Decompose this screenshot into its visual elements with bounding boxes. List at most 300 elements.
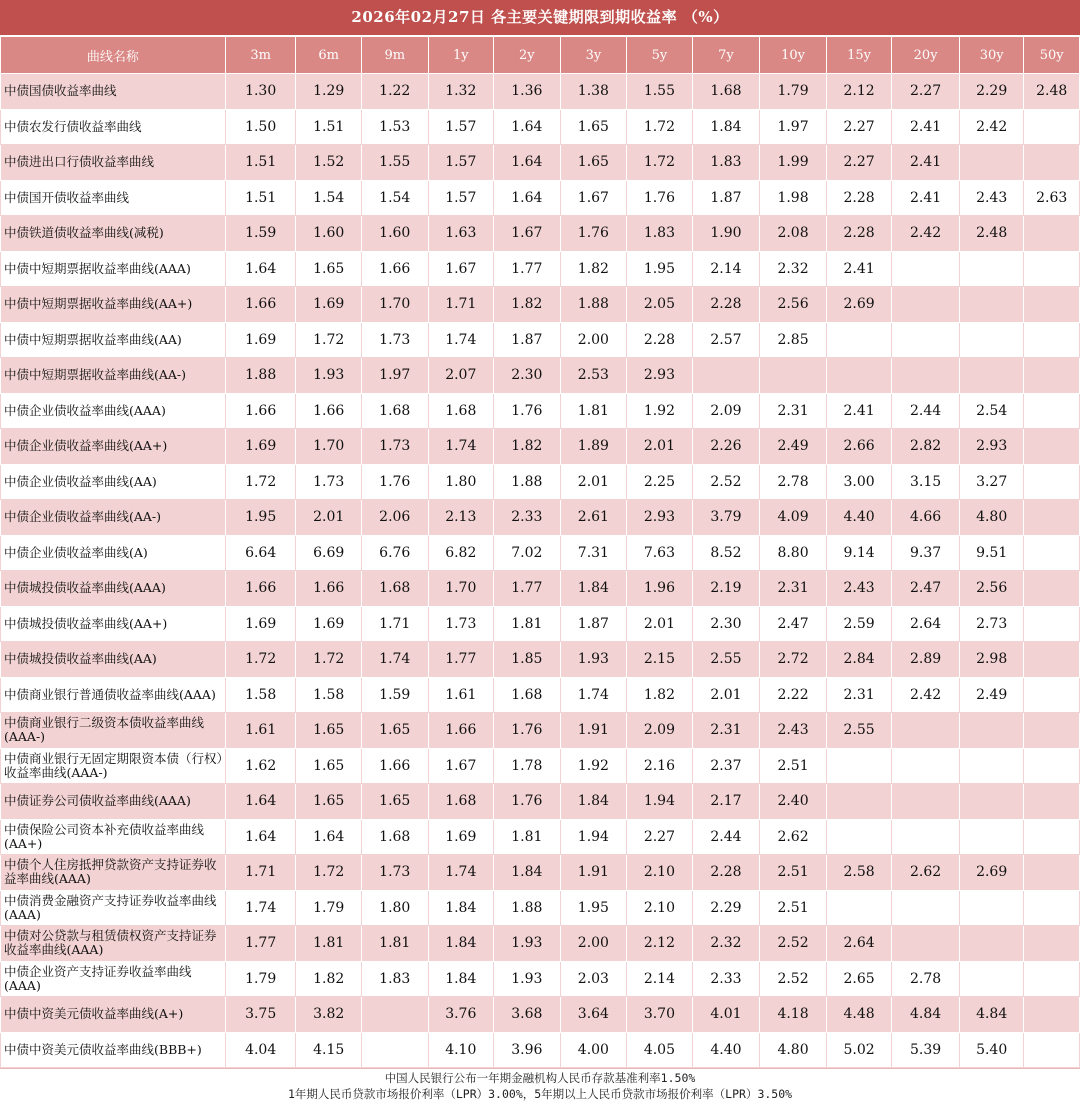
yield-cell-50y — [1024, 606, 1080, 642]
yield-cell-9m — [361, 997, 428, 1033]
yield-cell-6m: 2.01 — [296, 500, 362, 536]
yield-cell-50y — [1024, 500, 1080, 536]
yield-cell-20y: 2.47 — [892, 571, 960, 607]
yield-cell-5y: 1.72 — [627, 145, 693, 181]
yield-cell-10y: 8.80 — [760, 535, 827, 571]
yield-cell-30y — [959, 713, 1024, 749]
yield-cell-10y: 2.22 — [760, 677, 827, 713]
yield-cell-2y: 3.96 — [494, 1032, 561, 1068]
yield-cell-9m: 1.66 — [361, 251, 428, 287]
yield-cell-3y: 2.01 — [560, 464, 627, 500]
yield-cell-2y: 1.85 — [494, 642, 561, 678]
yield-cell-10y: 2.62 — [760, 819, 827, 855]
yield-cell-20y — [892, 926, 960, 962]
yield-cell-9m: 1.73 — [361, 855, 428, 891]
yield-cell-3y: 3.64 — [560, 997, 627, 1033]
yield-cell-15y: 2.28 — [826, 216, 892, 252]
yield-cell-10y: 2.47 — [760, 606, 827, 642]
yield-cell-3m: 1.66 — [225, 287, 296, 323]
table-row — [1, 997, 1080, 1033]
yield-cell-5y: 2.10 — [627, 855, 693, 891]
yield-cell-50y — [1024, 748, 1080, 784]
yield-cell-2y: 1.67 — [494, 216, 561, 252]
yield-cell-20y — [892, 251, 960, 287]
column-header-20y: 20y — [892, 37, 960, 74]
yield-cell-6m: 1.29 — [296, 74, 362, 110]
yield-cell-15y: 2.66 — [826, 429, 892, 465]
yield-cell-3y: 1.91 — [560, 713, 627, 749]
column-header-15y: 15y — [826, 37, 892, 74]
yield-cell-3m: 1.51 — [225, 145, 296, 181]
yield-cell-6m: 1.65 — [296, 713, 362, 749]
yield-cell-15y: 2.31 — [826, 677, 892, 713]
yield-cell-2y: 1.84 — [494, 855, 561, 891]
yield-cell-3m: 1.64 — [225, 819, 296, 855]
yield-cell-50y — [1024, 251, 1080, 287]
yield-cell-15y: 2.64 — [826, 926, 892, 962]
yield-cell-3y: 1.91 — [560, 855, 627, 891]
yield-cell-5y: 1.94 — [627, 784, 693, 820]
yield-cell-20y: 2.41 — [892, 145, 960, 181]
yield-cell-10y: 2.51 — [760, 855, 827, 891]
curve-name-cell: 中债对公贷款与租赁债权资产支持证券收益率曲线(AAA) — [1, 926, 226, 962]
yield-cell-6m: 1.79 — [296, 890, 362, 926]
curve-name-cell: 中债中资美元债收益率曲线(A+) — [1, 997, 226, 1033]
yield-cell-7y: 1.68 — [692, 74, 760, 110]
yield-cell-2y: 1.64 — [494, 109, 561, 145]
curve-name-cell: 中债中短期票据收益率曲线(AA) — [1, 322, 226, 358]
yield-cell-15y: 2.43 — [826, 571, 892, 607]
yield-cell-2y: 1.78 — [494, 748, 561, 784]
yield-cell-30y: 9.51 — [959, 535, 1024, 571]
yield-cell-50y — [1024, 571, 1080, 607]
table-row — [1, 464, 1080, 500]
column-header-3y: 3y — [560, 37, 627, 74]
curve-name-cell: 中债保险公司资本补充债收益率曲线(AA+) — [1, 819, 226, 855]
yield-cell-2y: 1.68 — [494, 677, 561, 713]
yield-cell-2y: 1.64 — [494, 180, 561, 216]
table-header — [1, 37, 1080, 74]
yield-cell-9m: 1.81 — [361, 926, 428, 962]
yield-cell-3m: 1.69 — [225, 429, 296, 465]
yield-cell-10y: 2.43 — [760, 713, 827, 749]
footer-line-2: 1年期人民币贷款市场报价利率（LPR）3.00%，5年期以上人民币贷款市场报价利率（LPR）3.50% — [287, 1087, 793, 1101]
yield-cell-9m: 1.74 — [361, 642, 428, 678]
yield-cell-1y: 1.70 — [428, 571, 494, 607]
yield-cell-2y: 7.02 — [494, 535, 561, 571]
yield-cell-5y: 1.96 — [627, 571, 693, 607]
yield-cell-3y: 1.94 — [560, 819, 627, 855]
yield-cell-9m: 1.66 — [361, 748, 428, 784]
yield-cell-6m: 1.70 — [296, 429, 362, 465]
column-header-9m: 9m — [361, 37, 428, 74]
yield-cell-30y: 2.56 — [959, 571, 1024, 607]
yield-cell-1y: 1.63 — [428, 216, 494, 252]
yield-cell-6m: 1.73 — [296, 464, 362, 500]
yield-cell-20y — [892, 322, 960, 358]
yield-cell-9m: 1.60 — [361, 216, 428, 252]
yield-cell-1y: 1.68 — [428, 393, 494, 429]
yield-cell-6m: 6.69 — [296, 535, 362, 571]
yield-cell-3y: 1.74 — [560, 677, 627, 713]
yield-cell-15y: 2.27 — [826, 145, 892, 181]
yield-cell-5y: 2.10 — [627, 890, 693, 926]
column-header-30y: 30y — [959, 37, 1024, 74]
yield-cell-7y: 1.83 — [692, 145, 760, 181]
table-row — [1, 855, 1080, 891]
yield-cell-50y — [1024, 1032, 1080, 1068]
yield-cell-6m: 1.51 — [296, 109, 362, 145]
yield-cell-3y: 1.84 — [560, 784, 627, 820]
yield-cell-30y — [959, 358, 1024, 394]
table-row — [1, 713, 1080, 749]
yield-cell-50y — [1024, 429, 1080, 465]
yield-cell-1y: 1.71 — [428, 287, 494, 323]
yield-cell-3y: 1.76 — [560, 216, 627, 252]
yield-cell-1y: 2.13 — [428, 500, 494, 536]
yield-cell-30y — [959, 961, 1024, 997]
yield-cell-7y — [692, 358, 760, 394]
table-row — [1, 500, 1080, 536]
yield-cell-2y: 1.64 — [494, 145, 561, 181]
table-row — [1, 535, 1080, 571]
yield-cell-50y — [1024, 961, 1080, 997]
yield-cell-15y — [826, 748, 892, 784]
yield-cell-3y: 1.65 — [560, 109, 627, 145]
yield-cell-6m: 4.15 — [296, 1032, 362, 1068]
yield-cell-30y — [959, 784, 1024, 820]
yield-cell-10y: 2.31 — [760, 571, 827, 607]
column-header-10y: 10y — [760, 37, 827, 74]
yield-cell-30y — [959, 748, 1024, 784]
yield-cell-6m: 1.66 — [296, 393, 362, 429]
yield-cell-15y: 4.48 — [826, 997, 892, 1033]
footer-note — [0, 1068, 1080, 1106]
yield-cell-3m: 1.77 — [225, 926, 296, 962]
yield-cell-7y: 2.01 — [692, 677, 760, 713]
yield-cell-30y: 2.93 — [959, 429, 1024, 465]
yield-cell-30y — [959, 251, 1024, 287]
yield-cell-20y: 2.62 — [892, 855, 960, 891]
yield-cell-20y: 4.84 — [892, 997, 960, 1033]
yield-cell-3m: 1.61 — [225, 713, 296, 749]
yield-cell-15y: 3.00 — [826, 464, 892, 500]
curve-name-cell: 中债中短期票据收益率曲线(AAA) — [1, 251, 226, 287]
yield-cell-3y: 2.00 — [560, 926, 627, 962]
curve-name-cell: 中债消费金融资产支持证券收益率曲线(AAA) — [1, 890, 226, 926]
table-row — [1, 180, 1080, 216]
table-row — [1, 145, 1080, 181]
yield-cell-3y: 2.03 — [560, 961, 627, 997]
yield-cell-2y: 1.76 — [494, 784, 561, 820]
yield-cell-9m: 1.80 — [361, 890, 428, 926]
yield-cell-5y: 2.16 — [627, 748, 693, 784]
yield-cell-15y — [826, 890, 892, 926]
curve-name-cell: 中债证券公司债收益率曲线(AAA) — [1, 784, 226, 820]
yield-cell-10y: 1.97 — [760, 109, 827, 145]
yield-cell-5y: 4.05 — [627, 1032, 693, 1068]
curve-name-cell: 中债企业债收益率曲线(AA-) — [1, 500, 226, 536]
yield-cell-7y: 4.01 — [692, 997, 760, 1033]
yield-cell-50y — [1024, 464, 1080, 500]
yield-cell-2y: 1.93 — [494, 926, 561, 962]
yield-cell-6m: 1.72 — [296, 642, 362, 678]
yield-cell-7y: 2.26 — [692, 429, 760, 465]
yield-cell-10y: 2.52 — [760, 926, 827, 962]
yield-cell-1y: 1.61 — [428, 677, 494, 713]
column-header-7y: 7y — [692, 37, 760, 74]
yield-cell-7y: 2.29 — [692, 890, 760, 926]
yield-cell-10y: 4.80 — [760, 1032, 827, 1068]
yield-cell-6m: 1.64 — [296, 819, 362, 855]
yield-cell-50y — [1024, 677, 1080, 713]
yield-cell-50y — [1024, 926, 1080, 962]
curve-name-cell: 中债商业银行普通债收益率曲线(AAA) — [1, 677, 226, 713]
yield-cell-1y: 1.57 — [428, 180, 494, 216]
yield-cell-2y: 1.81 — [494, 819, 561, 855]
curve-name-cell: 中债城投债收益率曲线(AA+) — [1, 606, 226, 642]
yield-cell-10y — [760, 358, 827, 394]
yield-cell-5y: 2.01 — [627, 606, 693, 642]
yield-cell-30y — [959, 890, 1024, 926]
yield-cell-3y: 7.31 — [560, 535, 627, 571]
yield-cell-9m: 1.73 — [361, 429, 428, 465]
yield-cell-15y: 2.28 — [826, 180, 892, 216]
table-row — [1, 393, 1080, 429]
yield-cell-7y: 2.30 — [692, 606, 760, 642]
yield-cell-3m: 4.04 — [225, 1032, 296, 1068]
yield-cell-10y: 2.32 — [760, 251, 827, 287]
yield-cell-3m: 1.50 — [225, 109, 296, 145]
yield-cell-15y — [826, 819, 892, 855]
yield-cell-5y: 2.27 — [627, 819, 693, 855]
table-row — [1, 819, 1080, 855]
yield-cell-1y: 1.66 — [428, 713, 494, 749]
yield-cell-9m — [361, 1032, 428, 1068]
yield-cell-20y: 2.89 — [892, 642, 960, 678]
table-row — [1, 216, 1080, 252]
yield-cell-7y: 4.40 — [692, 1032, 760, 1068]
yield-cell-9m: 1.53 — [361, 109, 428, 145]
curve-name-cell: 中债企业债收益率曲线(AA+) — [1, 429, 226, 465]
yield-cell-7y: 8.52 — [692, 535, 760, 571]
yield-cell-30y — [959, 287, 1024, 323]
yield-cell-15y: 2.58 — [826, 855, 892, 891]
table-row — [1, 784, 1080, 820]
column-header-2y: 2y — [494, 37, 561, 74]
curve-name-cell: 中债中短期票据收益率曲线(AA+) — [1, 287, 226, 323]
yield-cell-3m: 1.79 — [225, 961, 296, 997]
yield-cell-5y: 1.76 — [627, 180, 693, 216]
yield-cell-3y: 2.61 — [560, 500, 627, 536]
table-row — [1, 109, 1080, 145]
yield-cell-2y: 1.88 — [494, 890, 561, 926]
yield-cell-3m: 1.66 — [225, 571, 296, 607]
yield-cell-9m: 1.55 — [361, 145, 428, 181]
yield-cell-6m: 3.82 — [296, 997, 362, 1033]
yield-cell-7y: 2.57 — [692, 322, 760, 358]
yield-cell-30y — [959, 145, 1024, 181]
yield-cell-2y: 1.77 — [494, 571, 561, 607]
yield-cell-3m: 1.71 — [225, 855, 296, 891]
yield-cell-3m: 1.72 — [225, 464, 296, 500]
yield-cell-1y: 1.74 — [428, 322, 494, 358]
yield-cell-2y: 1.88 — [494, 464, 561, 500]
yield-cell-6m: 1.66 — [296, 571, 362, 607]
yield-cell-15y: 2.12 — [826, 74, 892, 110]
yield-cell-5y: 2.12 — [627, 926, 693, 962]
yield-cell-50y — [1024, 109, 1080, 145]
yield-cell-30y: 2.54 — [959, 393, 1024, 429]
curve-name-cell: 中债铁道债收益率曲线(减税) — [1, 216, 226, 252]
yield-cell-7y: 2.28 — [692, 855, 760, 891]
yield-cell-1y: 1.73 — [428, 606, 494, 642]
yield-cell-5y: 1.83 — [627, 216, 693, 252]
yield-cell-3m: 1.69 — [225, 322, 296, 358]
yield-cell-5y: 3.70 — [627, 997, 693, 1033]
table-row — [1, 571, 1080, 607]
yield-cell-1y: 1.74 — [428, 429, 494, 465]
yield-cell-3y: 4.00 — [560, 1032, 627, 1068]
yield-cell-20y — [892, 890, 960, 926]
yield-cell-50y: 2.63 — [1024, 180, 1080, 216]
yield-cell-2y: 3.68 — [494, 997, 561, 1033]
table-row — [1, 287, 1080, 323]
table-row — [1, 1032, 1080, 1068]
yield-cell-15y: 2.69 — [826, 287, 892, 323]
yield-cell-3m: 1.58 — [225, 677, 296, 713]
yield-cell-30y — [959, 819, 1024, 855]
yield-cell-1y: 1.57 — [428, 145, 494, 181]
yield-cell-1y: 1.57 — [428, 109, 494, 145]
yield-cell-3m: 1.88 — [225, 358, 296, 394]
table-row — [1, 322, 1080, 358]
yield-cell-5y: 1.95 — [627, 251, 693, 287]
yield-cell-7y: 2.52 — [692, 464, 760, 500]
yield-cell-6m: 1.65 — [296, 784, 362, 820]
table-row — [1, 748, 1080, 784]
yield-cell-3m: 1.62 — [225, 748, 296, 784]
yield-cell-3y: 2.00 — [560, 322, 627, 358]
yield-cell-30y: 4.80 — [959, 500, 1024, 536]
curve-name-cell: 中债企业债收益率曲线(AA) — [1, 464, 226, 500]
curve-name-cell: 中债农发行债收益率曲线 — [1, 109, 226, 145]
yield-cell-50y — [1024, 784, 1080, 820]
yield-cell-10y: 2.08 — [760, 216, 827, 252]
yield-cell-50y — [1024, 855, 1080, 891]
yield-cell-3y: 1.95 — [560, 890, 627, 926]
yield-cell-20y: 9.37 — [892, 535, 960, 571]
table-title: 2026年02月27日 各主要关键期限到期收益率 （%） — [0, 0, 1080, 36]
yield-cell-3y: 1.87 — [560, 606, 627, 642]
yield-cell-20y: 2.78 — [892, 961, 960, 997]
yield-cell-1y: 1.84 — [428, 961, 494, 997]
yield-cell-10y: 2.31 — [760, 393, 827, 429]
yield-cell-15y: 5.02 — [826, 1032, 892, 1068]
yield-cell-1y: 1.69 — [428, 819, 494, 855]
footer-line-1: 中国人民银行公布一年期金融机构人民币存款基准利率1.50% — [384, 1071, 696, 1085]
yield-cell-1y: 1.77 — [428, 642, 494, 678]
yield-cell-10y: 2.56 — [760, 287, 827, 323]
yield-cell-10y: 1.99 — [760, 145, 827, 181]
column-header-5y: 5y — [627, 37, 693, 74]
yield-cell-20y — [892, 784, 960, 820]
yield-cell-7y: 2.37 — [692, 748, 760, 784]
curve-name-cell: 中债商业银行二级资本债收益率曲线(AAA-) — [1, 713, 226, 749]
yield-cell-3m: 1.95 — [225, 500, 296, 536]
yield-cell-20y: 2.41 — [892, 180, 960, 216]
table-row — [1, 961, 1080, 997]
yield-cell-50y — [1024, 535, 1080, 571]
yield-cell-3m: 6.64 — [225, 535, 296, 571]
yield-cell-6m: 1.60 — [296, 216, 362, 252]
yield-cell-1y: 1.84 — [428, 926, 494, 962]
yield-cell-9m: 2.06 — [361, 500, 428, 536]
yield-cell-6m: 1.72 — [296, 322, 362, 358]
yield-cell-7y: 2.28 — [692, 287, 760, 323]
column-header-3m: 3m — [225, 37, 296, 74]
yield-cell-3m: 1.66 — [225, 393, 296, 429]
yield-cell-5y: 2.25 — [627, 464, 693, 500]
table-row — [1, 926, 1080, 962]
yield-cell-10y: 1.79 — [760, 74, 827, 110]
yield-cell-30y: 2.98 — [959, 642, 1024, 678]
yield-cell-7y: 2.31 — [692, 713, 760, 749]
yield-cell-9m: 1.83 — [361, 961, 428, 997]
yield-cell-5y: 2.09 — [627, 713, 693, 749]
yield-cell-2y: 1.76 — [494, 713, 561, 749]
yield-cell-2y: 1.36 — [494, 74, 561, 110]
yield-cell-50y — [1024, 997, 1080, 1033]
yield-cell-10y: 1.98 — [760, 180, 827, 216]
yield-cell-15y: 2.41 — [826, 251, 892, 287]
yield-cell-9m: 1.68 — [361, 393, 428, 429]
yield-cell-9m: 1.59 — [361, 677, 428, 713]
yield-cell-15y — [826, 784, 892, 820]
yield-cell-3m: 1.64 — [225, 251, 296, 287]
yield-cell-7y: 1.90 — [692, 216, 760, 252]
yield-cell-9m: 1.54 — [361, 180, 428, 216]
table-row — [1, 606, 1080, 642]
yield-cell-30y: 2.69 — [959, 855, 1024, 891]
curve-name-cell: 中债企业资产支持证券收益率曲线(AAA) — [1, 961, 226, 997]
yield-cell-50y — [1024, 819, 1080, 855]
yield-cell-6m: 1.69 — [296, 606, 362, 642]
yield-cell-5y: 1.92 — [627, 393, 693, 429]
yield-cell-20y: 4.66 — [892, 500, 960, 536]
table-row — [1, 74, 1080, 110]
yield-cell-6m: 1.81 — [296, 926, 362, 962]
yield-cell-9m: 1.65 — [361, 713, 428, 749]
yield-cell-2y: 2.30 — [494, 358, 561, 394]
yield-cell-6m: 1.54 — [296, 180, 362, 216]
yield-cell-3m: 1.30 — [225, 74, 296, 110]
yield-cell-9m: 1.71 — [361, 606, 428, 642]
curve-name-cell: 中债个人住房抵押贷款资产支持证券收益率曲线(AAA) — [1, 855, 226, 891]
yield-cell-2y: 1.81 — [494, 606, 561, 642]
yield-cell-15y: 2.27 — [826, 109, 892, 145]
yield-cell-3y: 1.92 — [560, 748, 627, 784]
yield-cell-3y: 1.65 — [560, 145, 627, 181]
yield-cell-15y: 2.41 — [826, 393, 892, 429]
table-body — [1, 74, 1080, 1068]
yield-cell-30y — [959, 926, 1024, 962]
yield-cell-3y: 1.89 — [560, 429, 627, 465]
yield-cell-5y: 2.93 — [627, 358, 693, 394]
yield-cell-7y: 3.79 — [692, 500, 760, 536]
table-row — [1, 677, 1080, 713]
yield-cell-10y: 2.78 — [760, 464, 827, 500]
